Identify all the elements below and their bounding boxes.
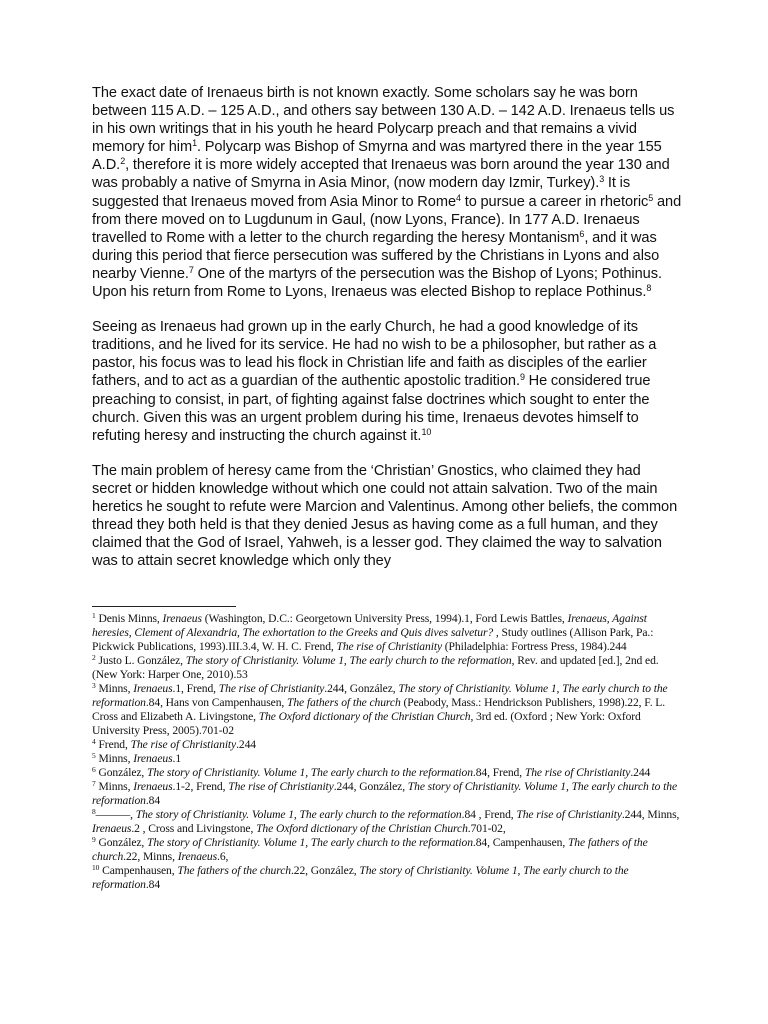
cited-title: The rise of Christianity — [228, 780, 334, 793]
footnote-marker: 1 — [92, 611, 96, 620]
cited-title: Irenaeus — [92, 822, 132, 835]
footnote-marker: 5 — [648, 192, 654, 203]
cited-title: The story of Christianity. Volume 1, The early church to the reformation — [92, 682, 668, 709]
cited-title: The story of Christianity. Volume 1, The early church to the reformation — [185, 654, 512, 667]
cited-title: The Oxford dictionary of the Christian Church — [258, 710, 471, 723]
cited-title: The fathers of the church — [287, 696, 401, 709]
footnote-marker: 10 — [421, 426, 432, 437]
footnote-marker: 3 — [92, 681, 96, 690]
cited-title: The story of Christianity. Volume 1, The early church to the reformation — [92, 780, 678, 807]
cited-title: Irenaeus — [133, 780, 173, 793]
cited-title: Irenaeus — [162, 612, 202, 625]
footnote-marker: 8 — [92, 807, 96, 816]
footnote-separator — [92, 606, 236, 607]
footnote: $^3$ Minns, Irenaeus.1, Frend, The rise of Christianity.244, González, The story of Christianity. Volume 1, The early church to the reformation.84, Hans von Campenhausen, The fathers of the church (Peabody, Mass.: Hendrickson Publishers, 1998).22, F. L. Cross and Elizabeth A. Livingstone, The Oxford dictionary of the Christian Church, 3rd ed. (Oxford ; New York: Oxford University Press, 2005).701-02 — [92, 681, 668, 737]
cited-title: The rise of Christianity — [516, 808, 622, 821]
footnote-marker: 10 — [92, 863, 100, 872]
body-paragraph: The exact date of Irenaeus birth is not known exactly. Some scholars say he was born between 115 A.D. – 125 A.D., and others say between 130 A.D. – 142 A.D. Irenaeus tells us in his own writings that in his youth he heard Polycarp preach and that remains a vivid memory for him$^1$. Polycarp was Bishop of Smyrna and was martyred there in the year 155 A.D.$^2$, therefore it is more widely accepted that Irenaeus was born around the year 130 and was probably a native of Smyrna in Asia Minor, (now modern day Izmir, Turkey).$^3$ It is suggested that Irenaeus moved from Asia Minor to Rome$^4$ to pursue a career in rhetoric$^5$ and from there moved on to Lugdunum in Gaul, (now Lyons, France). In 177 A.D. Irenaeus travelled to Rome with a letter to the church regarding the heresy Montanism$^6$, and it was during this period that fierce persecution was suffered by the Christians in Lyons and also nearby Vienne.$^7$ One of the martyrs of the persecution was the Bishop of Lyons; Pothinus. Upon his return from Rome to Lyons, Irenaeus was elected Bishop to replace Pothinus.$^8$ — [92, 85, 682, 301]
footnote: $^5$ Minns, Irenaeus.1 — [92, 751, 182, 765]
footnote: $^4$ Frend, The rise of Christianity.244 — [92, 737, 256, 751]
document-body — [92, 84, 682, 587]
footnote-marker: 7 — [188, 264, 194, 275]
cited-title: Irenaeus — [133, 682, 173, 695]
footnote-marker: 8 — [646, 283, 652, 294]
footnote-marker: 9 — [92, 835, 96, 844]
cited-title: The story of Christianity. Volume 1, The early church to the reformation — [147, 766, 473, 779]
cited-title: The rise of Christianity — [218, 682, 325, 695]
cited-title: The fathers of the church — [177, 864, 291, 877]
footnote: $^6$ González, The story of Christianity. Volume 1, The early church to the reformation.84, Frend, The rise of Christianity.244 — [92, 765, 651, 779]
footnote-marker: 4 — [456, 192, 462, 203]
cited-title: The story of Christianity. Volume 1, The early church to the reformation — [92, 864, 629, 891]
footnote-marker: 3 — [599, 174, 605, 185]
footnote: $^9$ González, The story of Christianity. Volume 1, The early church to the reformation.84, Campenhausen, The fathers of the church.22, Minns, Irenaeus.6, — [92, 835, 648, 863]
footnote: $^7$ Minns, Irenaeus.1-2, Frend, The rise of Christianity.244, González, The story of Christianity. Volume 1, The early church to the reformation.84 — [92, 779, 678, 807]
footnote-marker: 6 — [579, 228, 585, 239]
footnotes — [92, 612, 682, 892]
footnote-marker: 2 — [120, 156, 126, 167]
cited-title: The fathers of the church — [92, 836, 648, 863]
footnote: $^8$———, The story of Christianity. Volume 1, The early church to the reformation.84 , Frend, The rise of Christianity.244, Minns, Irenaeus.2 , Cross and Livingstone, The Oxford dictionary of the Christian Church.701-02, — [92, 807, 680, 835]
cited-title: Irenaeus — [177, 850, 218, 863]
cited-title: The rise of Christianity — [336, 640, 442, 653]
cited-title: The rise of Christianity — [524, 766, 631, 779]
footnote-marker: 6 — [92, 765, 96, 774]
cited-title: The Oxford dictionary of the Christian Church — [256, 822, 468, 835]
footnote: $^{10}$ Campenhausen, The fathers of the church.22, González, The story of Christianity. Volume 1, The early church to the reformation.84 — [92, 863, 629, 891]
footnote-marker: 1 — [192, 138, 198, 149]
footnote-marker: 5 — [92, 751, 96, 760]
footnote: $^1$ Denis Minns, Irenaeus (Washington, D.C.: Georgetown University Press, 1994).1, Ford Lewis Battles, Irenaeus, Against heresies, Clement of Alexandria, The exhortation to the Greeks and Quis dives salvetur? , Study outlines (Allison Park, Pa.: Pickwick Publications, 1993).III.3.4, W. H. C. Frend, The rise of Christianity (Philadelphia: Fortress Press, 1984).244 — [92, 611, 654, 653]
cited-title: Irenaeus — [133, 752, 173, 765]
footnote-marker: 9 — [520, 372, 525, 383]
cited-title: The rise of Christianity — [130, 738, 237, 751]
footnote-marker: 7 — [92, 779, 96, 788]
footnote: $^2$ Justo L. González, The story of Christianity. Volume 1, The early church to the reformation, Rev. and updated [ed.], 2nd ed. (New York: Harper One, 2010).53 — [92, 653, 659, 681]
body-paragraph: Seeing as Irenaeus had grown up in the early Church, he had a good knowledge of its traditions, and he lived for its service. He had no wish to be a philosopher, but rather as a pastor, his focus was to lead his flock in Christian life and faith as disciples of the earlier fathers, and to act as a guardian of the authentic apostolic tradition.$^9$ He considered true preaching to consist, in part, of fighting against false doctrines which sought to enter the church. Given this was an urgent problem during his time, Irenaeus devotes himself to refuting heresy and instructing the church against it.$^{10}$ — [92, 319, 657, 444]
body-paragraph: The main problem of heresy came from the ‘Christian’ Gnostics, who claimed they had secret or hidden knowledge without which one could not attain salvation. Two of the main heretics he sought to refute were Marcion and Valentinus. Among other beliefs, the common thread they both held is that they denied Jesus as having come as a full human, and they claimed that the God of Israel, Yahweh, is a lesser god. They claimed the way to salvation was to attain secret knowledge which only they — [92, 462, 678, 570]
cited-title: Irenaeus, Against heresies, Clement of Alexandria, The exhortation to the Greeks and Quis dives salvetur? — [92, 612, 647, 639]
footnote-marker: 2 — [92, 653, 96, 662]
cited-title: The story of Christianity. Volume 1, The early church to the reformation — [147, 836, 473, 849]
cited-title: The story of Christianity. Volume 1, The early church to the reformation — [135, 808, 462, 821]
footnote-marker: 4 — [92, 737, 96, 746]
